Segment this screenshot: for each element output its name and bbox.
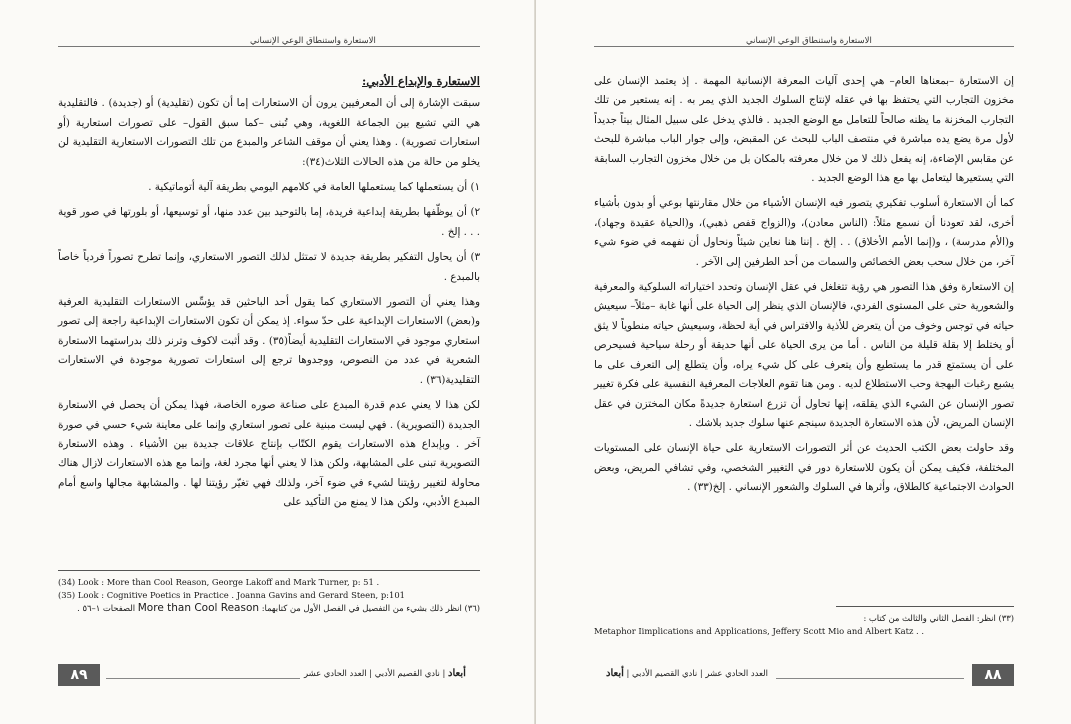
list-item: ٢) أن يوظّفها بطريقة إبداعية فريدة، إما بالتوحيد بين عدد منها، أو توسيعها، أو بلورتها في صور قوية . . . إلخ . <box>58 206 480 238</box>
right-page <box>536 0 1071 724</box>
footnote-36-book-title: More than Cool Reason <box>137 602 260 614</box>
paragraph: وقد حاولت بعض الكتب الحديث عن أثر التصورات الاستعارية على حياة الإنسان على المستويات المختلفة، فكيف يمكن أن يكون للاستعارة دور في التغيير الشخصي، وفي تشافي المريض، وبعض الحوادث الاجتماعية كالطلاق، وأثرها في السلوك والشعور الإنساني . إلخ(٣٣) . <box>594 442 1014 494</box>
paragraph: كما أن الاستعارة أسلوب تفكيري يتصور فيه الإنسان الأشياء من خلال مقارنتها بوعي أو بدون بأشياء أخرى، لقد تعودنا أن نسمع مثلاً: (الناس معادن)، و(الزواج قفص ذهبي)، و(الحياة عقيدة وجهاد)، و(الأم مدرسة) ، و(إنما الأمم الأخلاق) . . إلخ . إننا هنا نعاين شيئاً ونحاول أن نفهمه في ضوء شيء آخر، من خلال سحب بعض الخصائص والسمات من أحد الطرفين إلى الآخر . <box>594 197 1014 268</box>
header-rule <box>58 46 480 47</box>
running-head: الاستعارة واستنطاق الوعي الإنساني <box>746 36 872 46</box>
footer-rule <box>106 678 300 679</box>
page-number: ٨٩ <box>58 664 100 686</box>
footnotes <box>594 612 1014 638</box>
footer-journal: العدد الحادي عشر | نادي القصيم الأدبي | أبعاد <box>606 668 768 679</box>
section-title: الاستعارة والإبداع الأدبي: <box>361 74 480 88</box>
footnote-rule <box>58 570 480 571</box>
footer-club: نادي القصيم الأدبي <box>374 668 440 678</box>
footnote-34: (34) Look : More than Cool Reason, George Lakoff and Mark Turner, p: 51 . <box>58 577 380 587</box>
footnotes <box>58 576 480 615</box>
footnote-33: (٣٣) انظر: الفصل الثاني والثالث من كتاب : <box>863 613 1014 623</box>
footnote-36-text: (٣٦) انظر ذلك بشيء من التفصيل في الفصل الأول من كتابهما: <box>261 603 480 613</box>
footnote-36 <box>58 602 480 615</box>
footnote-rule <box>836 606 1014 607</box>
list-item: ٣) أن يحاول التفكير بطريقة جديدة لا تمتثل لذلك التصور الاستعاري، وإنما تطرح تصوراً فردياً خاصاً بالمبدع . <box>58 251 480 283</box>
journal-logo: أبعاد <box>606 668 624 679</box>
paragraph: إن الاستعارة –بمعناها العام– هي إحدى آليات المعرفة الإنسانية المهمة . إذ يعتمد الإنسان على مخزون التجارب التي يحتفظ بها في عقله لإنتاج السلوك الجديد الذي يمر به . إنه يستعير من تلك التجارب المخزنة ما يظنه صالحاً للتعامل مع الوضع الجديد . فالذي يدخل على سبيل المثال بيتاً جديداً لأول مرة يضع يده مباشرة في منتصف الباب للبحث عن المقبض، وإلى جوار الباب مباشرة للبحث عن مقابس الإضاءة، إنه يفعل ذلك لا من خلال معرفته بالمكان بل من خلال مخزون التجارب السابقة التي يستعيرها ليتعامل بها مع هذا الوضع الجديد . <box>594 75 1014 185</box>
footer-issue: العدد الحادي عشر <box>304 668 367 678</box>
footnote-36-pages: الصفحات ١–٥٦ . <box>77 603 136 613</box>
footnote-33-book: Metaphor Iimplications and Applications, Jeffery Scott Mio and Albert Katz . . <box>594 626 925 636</box>
running-head: الاستعارة واستنطاق الوعي الإنساني <box>250 36 376 46</box>
footer-rule <box>776 678 964 679</box>
paragraph: لكن هذا لا يعني عدم قدرة المبدع على صناعة صوره الخاصة، فهذا يمكن أن يحصل في الاستعارة الجديدة (التصويرية) . فهي ليست مبنية على تصور استعاري وإنما على معاينة شيء حسي في صورة آخر . وبإبداع هذه الاستعارات يقوم الكتّاب بإنتاج علاقات جديدة بين الأشياء . وهذه الاستعارة التصويرية تبنى على المشابهة، ولكن هذا لا يعني أنها مجرد لغة، وإنما مع هذه الاستعارات لازال هناك محاولة لتغيير رؤيتنا لشيء في ضوء آخر، ولذلك فهي تغيّر رؤيتنا لها . والمشابهة مجالها واسع أمام المبدع الأدبي، ولكن هذا لا يمنع من التأكيد على <box>58 399 480 509</box>
left-body-text <box>58 72 480 519</box>
footer-club: نادي القصيم الأدبي <box>632 668 698 678</box>
right-body-text <box>594 72 1014 504</box>
header-rule <box>594 46 1014 47</box>
paragraph: إن الاستعارة وفق هذا التصور هي رؤية تتغلغل في عقل الإنسان وتحدد اختياراته السلوكية والمعرفية والشعورية حتى على المستوى الفردي، فالإنسان الذي ينظر إلى الحياة على أنها غابة –مثلاً– سيعيش حياته في توجس وخوف من أن يتعرض للأذية والافتراس في أية لحظة، وسيعيش حياته منطوياً لا يثق أو يختلط إلا بقلة قليلة من الناس . أما من يرى الحياة على أنها حديقة أو رحلة سياحية فسيحرص على أن يستمتع قدر ما يستطيع وأن يتعرف على كل شيء يراه، وأن يتطلع إلى التعرف على ما يشبع رغبات البهجة وحب الاستطلاع لديه . ومن هنا تقوم العلاجات المعرفية النفسية على فكرة تغيير تصور الإنسان عن الشيء الذي يقلقه، إنها تحاول أن تزرع استعارة جديدةً مكان المختزن في عقل الإنسان المريض، لأن هذه الاستعارة الجديدة سينجم عنها سلوك جديد بلاشك . <box>594 281 1014 429</box>
journal-logo: أبعاد <box>448 668 466 679</box>
paragraph: وهذا يعني أن التصور الاستعاري كما يقول أحد الباحثين قد يؤسِّس الاستعارات التقليدية العرفية و(بعض) الاستعارات الإبداعية على حدّ سواء. إذ يمكن أن تكون الاستعارات الإبداعية راجعة إلى تصور استعاري موجود في الاستعارات التقليدية أيضاً(٣٥) . وقد أثبت لاكوف وترنر ذلك بدراستهما الاستعارة الشعرية في عدد من النصوص، ووجدوها ترجع إلى استعارات تصورية موجودة في الاستعارات التقليدية(٣٦) . <box>58 296 480 386</box>
footnote-35: (35) Look : Cognitive Poetics in Practice . Joanna Gavins and Gerard Steen, p:101 <box>58 590 405 600</box>
footer-journal: أبعاد | نادي القصيم الأدبي | العدد الحادي عشر <box>304 668 466 679</box>
list-item: ١) أن يستعملها كما يستعملها العامة في كلامهم اليومي بطريقة آلية أتوماتيكية . <box>148 181 480 194</box>
page-number: ٨٨ <box>972 664 1014 686</box>
footer-issue: العدد الحادي عشر <box>705 668 768 678</box>
paragraph: سبقت الإشارة إلى أن المعرفيين يرون أن الاستعارات إما أن تكون (تقليدية) أو (جديدة) . فالتقليدية هي التي تشيع بين الجماعة اللغوية، وهي تُبنى –كما سبق القول– على تصورات استعارية (أو استعارات تصورية) . وهذا يعني أن موقف الشاعر والمبدع من تلك التصورات الاستعارية التقليدية لن يخلو من حالة من هذه الحالات الثلاث(٣٤): <box>58 97 480 168</box>
